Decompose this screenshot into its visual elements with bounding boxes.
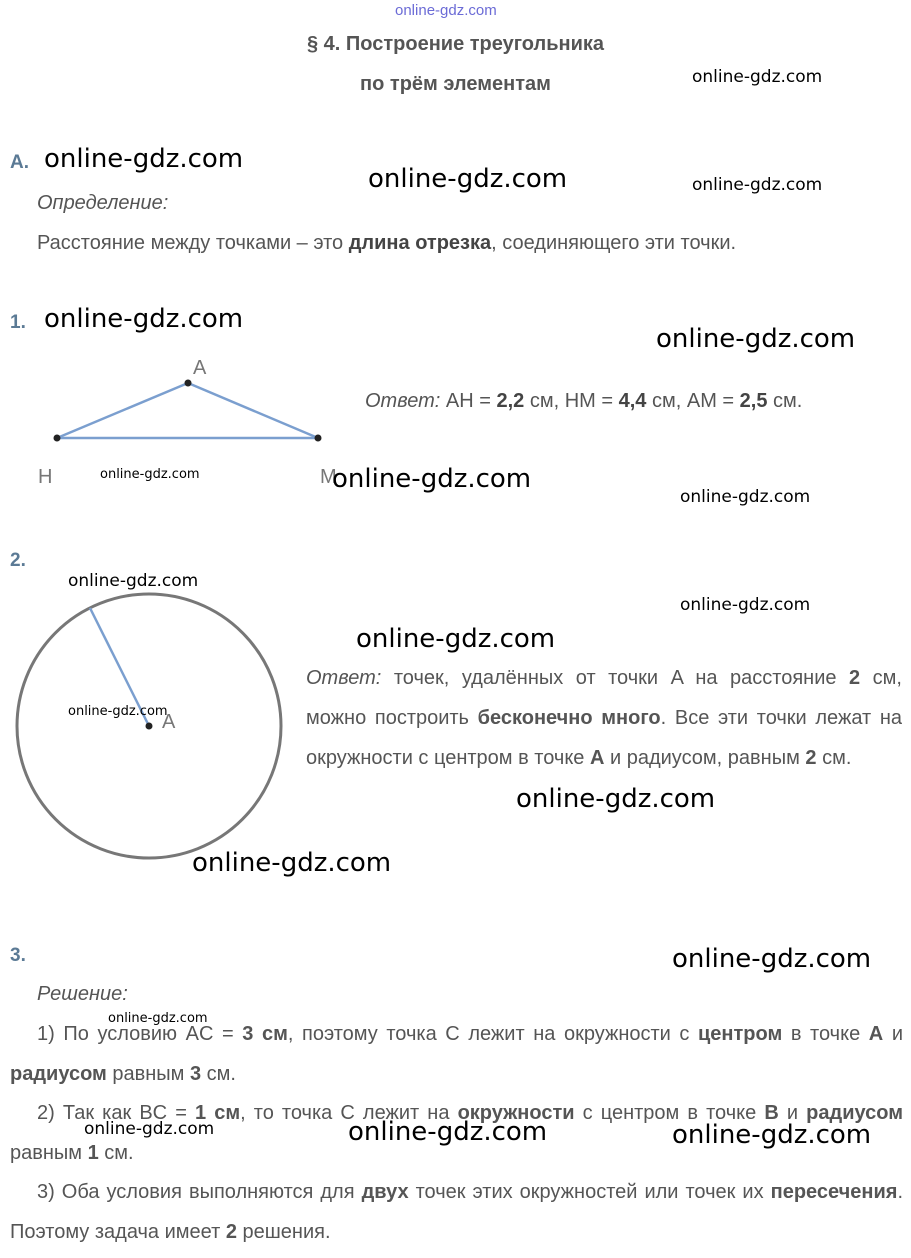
definition-label: Определение: [37, 192, 169, 214]
solution-step-1: 1) По условию AC = 3 см, поэтому точка C лежит на окружности с центром в точке A и радиусом равным 3 см. [10, 1023, 903, 1085]
task-2-answer: Ответ: точек, удалённых от точки A на расстояние 2 см, можно построить бесконечно много. Все эти точки лежат на окружности с центром в точке A и радиусом, равным 2 см. [306, 667, 903, 769]
point-h [54, 435, 61, 442]
watermark: online-gdz.com [44, 144, 244, 174]
solution-label: Решение: [37, 983, 128, 1005]
watermark: online-gdz.com [192, 848, 392, 878]
page-subtitle: по трём элементам [360, 73, 551, 95]
watermark: online-gdz.com [100, 467, 200, 482]
solution-step-2: 2) Так как BC = 1 см, то точка C лежит на окружности с центром в точке B и радиусом равным 1 см. [10, 1102, 903, 1164]
solution-step-3: 3) Оба условия выполняются для двух точек этих окружностей или точек их пересечения. Поэтому задача имеет 2 решения. [10, 1181, 904, 1243]
section-a-label: А. [10, 152, 29, 173]
watermark: online-gdz.com [44, 304, 244, 334]
center-label: A [162, 711, 176, 733]
task-1-answer: Ответ: AH = 2,2 см, HM = 4,4 см, AM = 2,5 см. [365, 390, 803, 412]
circle-figure [0, 590, 300, 870]
watermark: online-gdz.com [68, 571, 199, 591]
point-a [185, 380, 192, 387]
watermark: online-gdz.com [672, 1120, 872, 1150]
watermark: online-gdz.com [692, 175, 823, 195]
watermark: online-gdz.com [332, 464, 532, 494]
center-point [146, 723, 153, 730]
label-h: H [38, 466, 53, 488]
top-watermark: online-gdz.com [395, 2, 497, 19]
watermark: online-gdz.com [348, 1117, 548, 1147]
watermark: online-gdz.com [672, 944, 872, 974]
watermark: online-gdz.com [68, 704, 168, 719]
label-a: A [193, 357, 207, 379]
watermark: online-gdz.com [692, 67, 823, 87]
task-3-label: 3. [10, 945, 26, 966]
point-m [315, 435, 322, 442]
watermark: online-gdz.com [680, 595, 811, 615]
watermark: online-gdz.com [84, 1119, 215, 1139]
task-2-label: 2. [10, 550, 26, 571]
watermark: online-gdz.com [516, 784, 716, 814]
task-1-label: 1. [10, 312, 26, 333]
label-m: M [320, 466, 337, 488]
page-title: § 4. Построение треугольника [306, 33, 605, 55]
watermark: online-gdz.com [368, 164, 568, 194]
watermark: online-gdz.com [656, 324, 856, 354]
watermark: online-gdz.com [108, 1011, 208, 1026]
watermark: online-gdz.com [356, 624, 556, 654]
watermark: online-gdz.com [680, 487, 811, 507]
definition-text: Расстояние между точками – это длина отрезка, соединяющего эти точки. [37, 232, 737, 254]
